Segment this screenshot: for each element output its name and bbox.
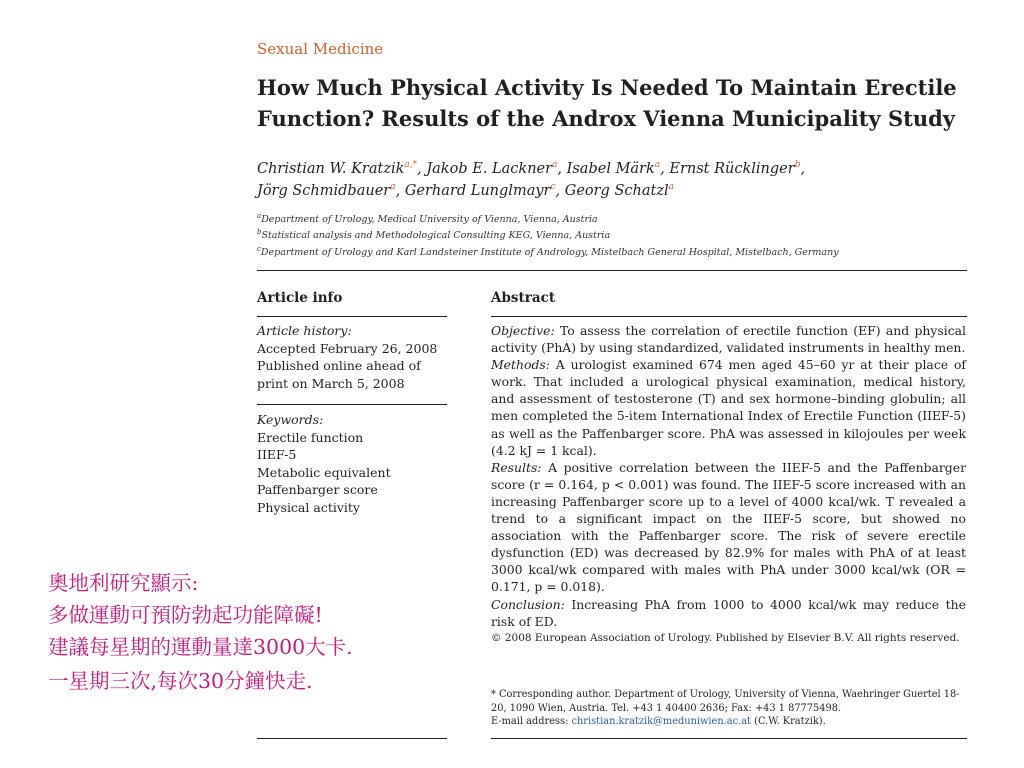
abstract-objective: Objective: To assess the correlation of erectile function (EF) and physical activity (PhA) by using standardized, validated instruments in healthy men.	[491, 323, 966, 356]
author-name: Ernst Rücklinger	[669, 160, 795, 177]
author-affiliation-mark: a	[552, 160, 558, 170]
author-affiliation-mark: b	[794, 160, 801, 170]
keyword-item: IIEF-5	[257, 447, 297, 462]
authors-line-2: Jörg Schmidbauer$^a$, Gerhard Lunglmayr$^c$, Georg Schatzl$^a$	[257, 182, 674, 199]
divider-keywords	[257, 404, 447, 405]
chinese-note-line: 奧地利研究顯示:	[48, 571, 199, 595]
divider-top	[257, 270, 967, 271]
authors-line-1: Christian W. Kratzik$^{a,*}$, Jakob E. Lackner$^a$, Isabel Märk$^a$, Ernst Rücklinger$^b$,	[257, 160, 806, 177]
article-history	[257, 322, 437, 392]
history-published: Published online ahead of	[257, 358, 421, 373]
keyword-item: Paffenbarger score	[257, 482, 378, 497]
author-affiliation-mark: c	[550, 182, 556, 192]
affiliation-c: $^c$Department of Urology and Karl Landsteiner Institute of Andrology, Mistelbach General Hospital, Mistelbach, Germany	[257, 245, 839, 259]
author-name: Georg Schatzl	[564, 182, 669, 199]
chinese-note-line: 一星期三次,每次30分鐘快走.	[48, 669, 313, 693]
history-label: Article history:	[257, 323, 352, 338]
history-accepted: Accepted February 26, 2008	[257, 340, 438, 356]
history-print: print on March 5, 2008	[257, 375, 405, 391]
divider-bottom-left	[257, 738, 447, 739]
divider-info	[257, 316, 447, 317]
author-name: Christian W. Kratzik	[257, 160, 405, 177]
author-name: Jakob E. Lackner	[426, 160, 553, 177]
abstract-methods: Methods: A urologist examined 674 men aged 45–60 yr at their place of work. That included a urological physical examination, medical history, and assessment of testosterone (T) and sex hormone–binding globulin; all men completed the 5-item International Index of Erectile Function (IIEF-5) as well as the Paffenbarger score. PhA was assessed in kilojoules per week (4.2 kJ = 1 kcal).	[491, 357, 966, 458]
abstract-body	[491, 322, 966, 647]
divider-abstract	[491, 316, 967, 317]
keyword-item: Physical activity	[257, 499, 360, 515]
article-title: How Much Physical Activity Is Needed To Maintain Erectile Function? Results of the Androx Vienna Municipality Study	[257, 75, 957, 131]
correspondence	[491, 688, 967, 729]
keywords-label: Keywords:	[257, 412, 324, 427]
author-name: Gerhard Lunglmayr	[404, 182, 551, 199]
abstract-results: Results: A positive correlation between the IIEF-5 and the Paffenbarger score (r = 0.164, p < 0.001) was found. The IIEF-5 score increased with an increasing Paffenbarger score up to a level of 4000 kcal/wk. T revealed a trend to a significant impact on the IIEF-5 score, but showed no association with the Paffenbarger score. The risk of severe erectile dysfunction (ED) was decreased by 82.9% for males with PhA of at least 3000 kcal/wk compared with males with PhA under 3000 kcal/wk (OR = 0.171, p = 0.018).	[491, 459, 966, 595]
abstract-conclusion: Conclusion: Increasing PhA from 1000 to 4000 kcal/wk may reduce the risk of ED.	[491, 596, 966, 629]
author-affiliation-mark: a	[390, 182, 396, 192]
author-affiliation-mark: a	[654, 160, 661, 170]
email-link[interactable]: christian.kratzik@meduniwien.ac.at	[571, 716, 751, 727]
keywords	[257, 411, 391, 516]
affiliation-b: $^b$Statistical analysis and Methodological Consulting KEG, Vienna, Austria	[257, 228, 611, 242]
chinese-note-line: 建議每星期的運動量達3000大卡.	[48, 635, 353, 659]
author-affiliation-mark: a,*	[404, 160, 418, 170]
keyword-item: Metabolic equivalent	[257, 464, 391, 480]
author-affiliation-mark: a	[668, 182, 674, 192]
journal-name: Sexual Medicine	[257, 40, 384, 58]
divider-bottom-right	[491, 738, 967, 739]
affiliation-a: $^a$Department of Urology, Medical University of Vienna, Vienna, Austria	[257, 212, 598, 226]
author-name: Jörg Schmidbauer	[257, 182, 391, 199]
keyword-item: Erectile function	[257, 429, 364, 445]
author-name: Isabel Märk	[566, 160, 655, 177]
chinese-note-line: 多做運動可預防勃起功能障礙!	[48, 603, 323, 627]
abstract-heading: Abstract	[491, 290, 556, 306]
copyright-notice: © 2008 European Association of Urology. Published by Elsevier B.V. All rights reserved.	[491, 631, 960, 644]
correspondence-text: * Corresponding author. Department of Urology, University of Vienna, Waehringer Guertel 18-20, 1090 Wien, Austria. Tel. +43 1 40400 2636; Fax: +43 1 87775498.	[491, 689, 960, 714]
article-info-heading: Article info	[257, 290, 343, 306]
correspondence-email: E-mail address: christian.kratzik@meduniwien.ac.at (C.W. Kratzik).	[491, 716, 826, 727]
